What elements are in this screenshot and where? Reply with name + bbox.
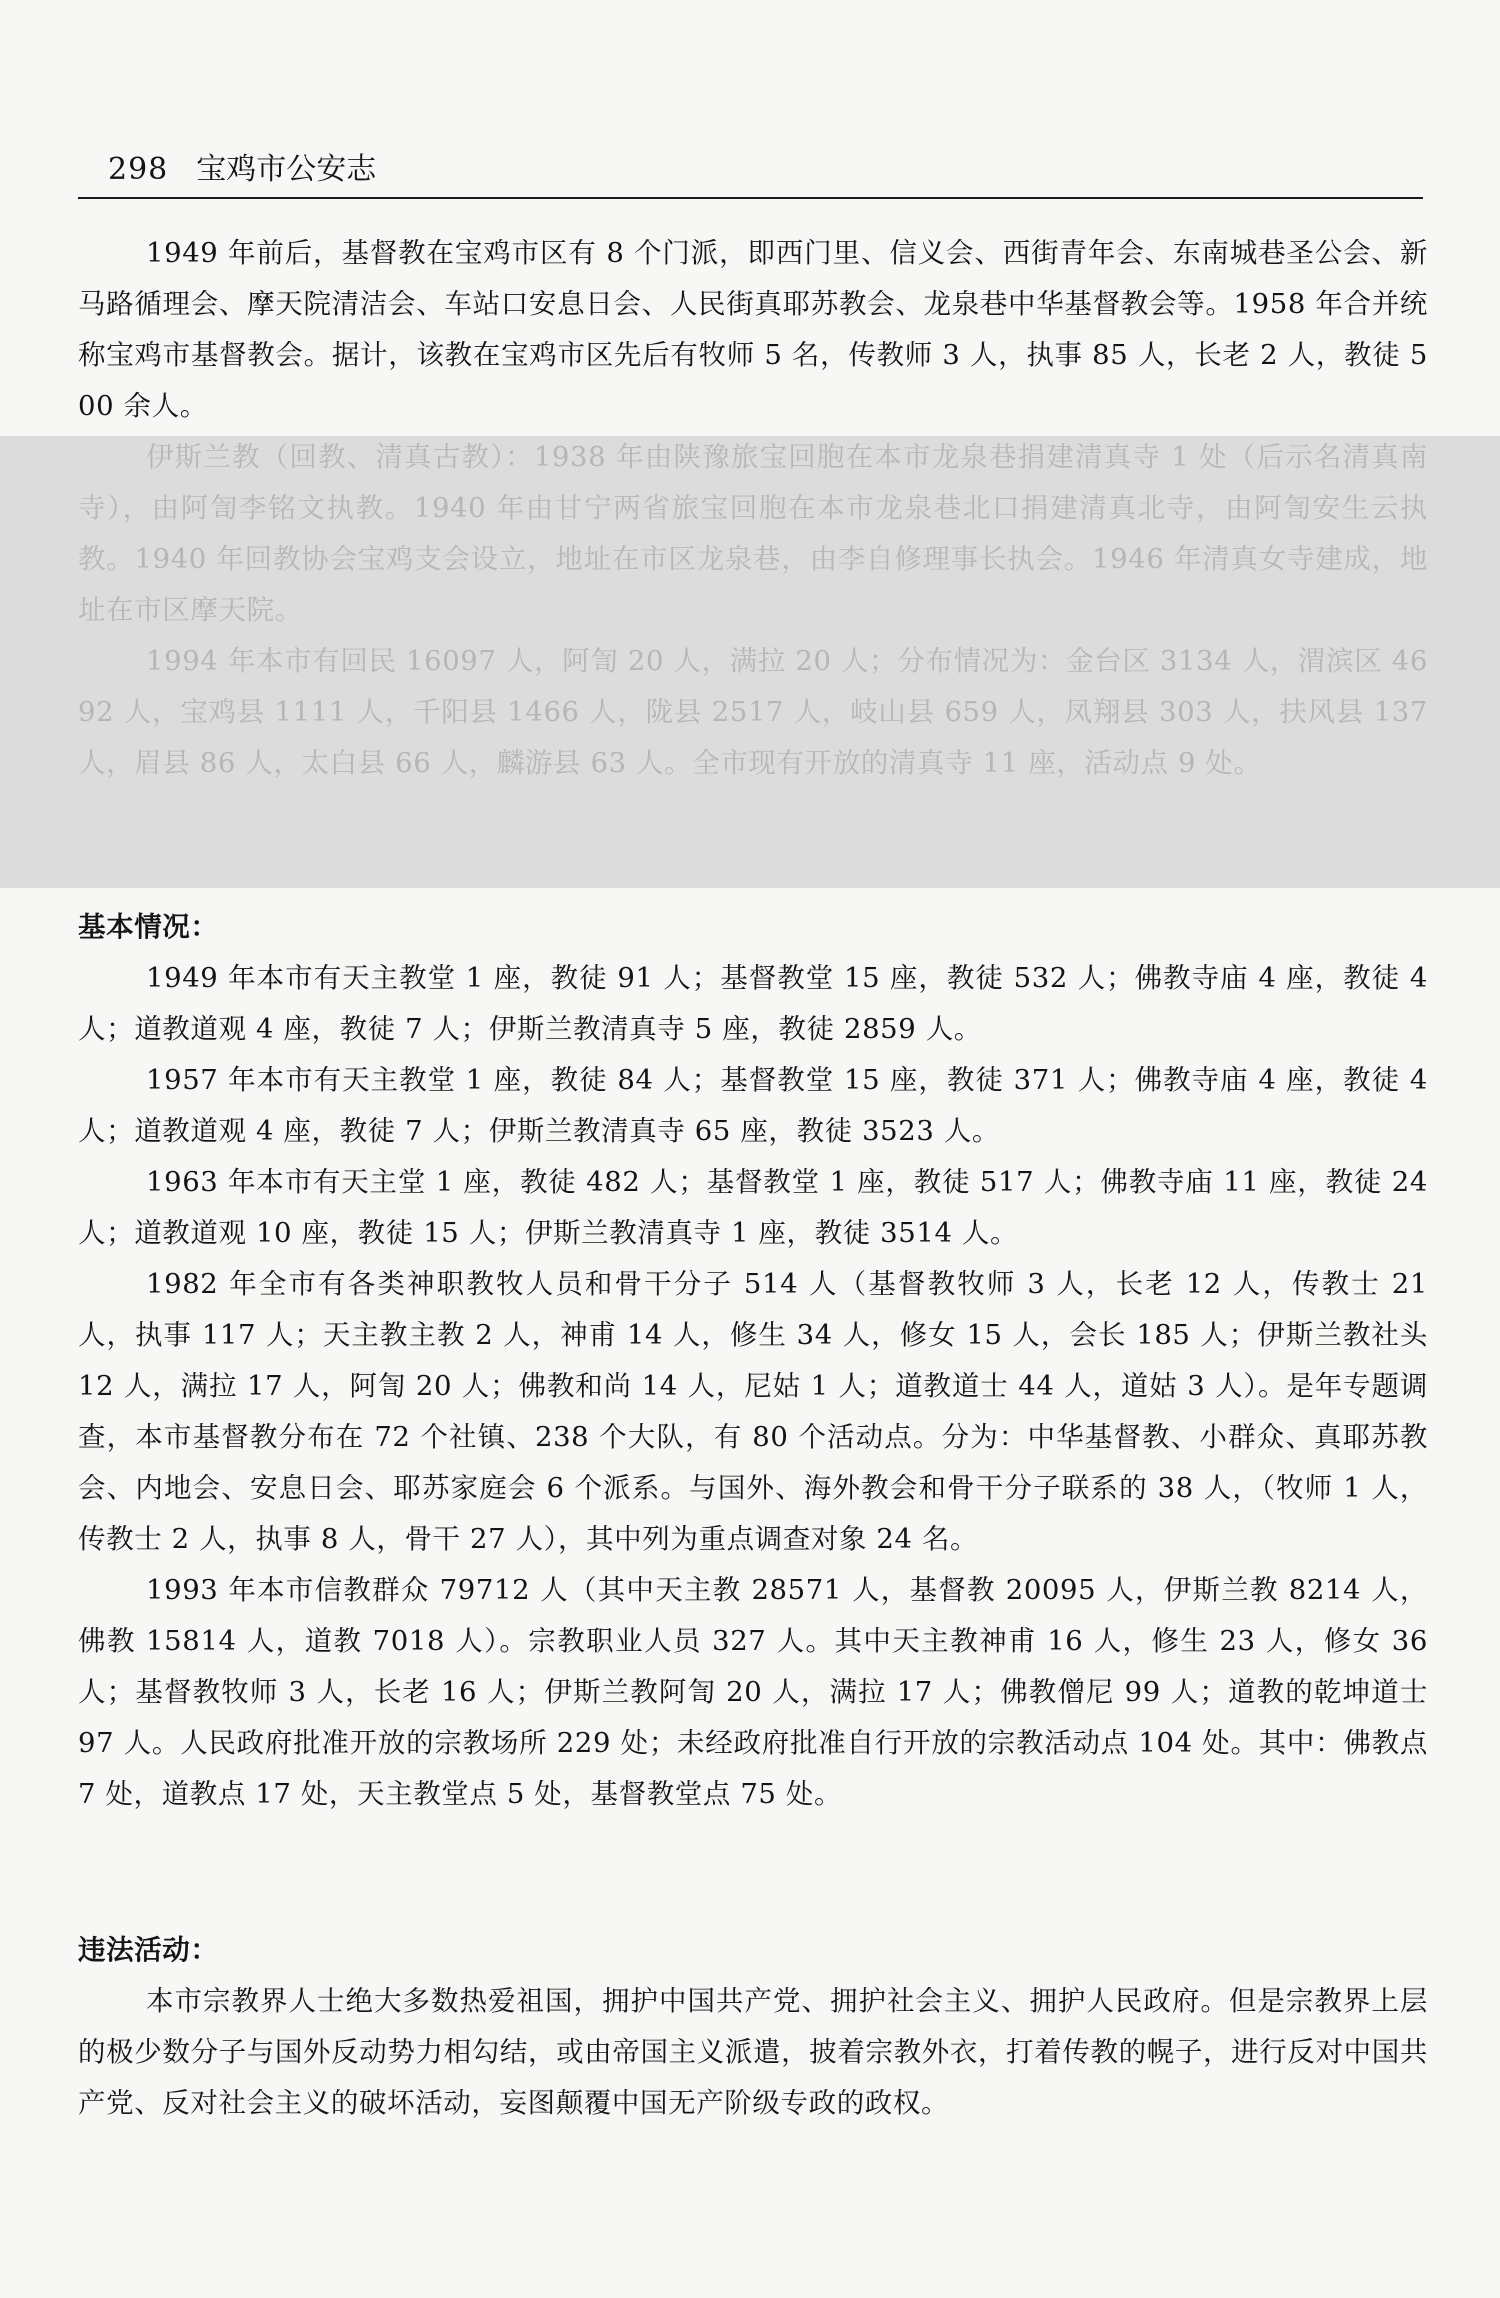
basic-situation-heading: 基本情况： xyxy=(78,911,219,943)
christianity-paragraph: 1949 年前后，基督教在宝鸡市区有 8 个门派，即西门里、信义会、西街青年会、东南城巷圣公会、新马路循理会、摩天院清洁会、车站口安息日会、人民街真耶苏教会、龙泉巷中华基督教会等。1958 年合并统称宝鸡市基督教会。据计，该教在宝鸡市区先后有牧师 5 名，传教师 3 人，执事 85 人，长老 2 人，教徒 500 余人。 xyxy=(78,237,1428,422)
basic-situation-section xyxy=(78,902,1428,1820)
basic-paragraph-1993: 1993 年本市信教群众 79712 人（其中天主教 28571 人，基督教 20095 人，伊斯兰教 8214 人，佛教 15814 人，道教 7018 人）。宗教职业人员 327 人。其中天主教神甫 16 人，修生 23 人，修女 36 人；基督教牧师 3 人，长老 16 人；伊斯兰教阿訇 20 人，满拉 17 人；佛教僧尼 99 人；道教的乾坤道士 97 人。人民政府批准开放的宗教场所 229 处；未经政府批准自行开放的宗教活动点 104 处。其中：佛教点 7 处，道教点 17 处，天主教堂点 5 处，基督教堂点 75 处。 xyxy=(78,1574,1428,1810)
illegal-activities-paragraph: 本市宗教界人士绝大多数热爱祖国，拥护中国共产党、拥护社会主义、拥护人民政府。但是宗教界上层的极少数分子与国外反动势力相勾结，或由帝国主义派遣，披着宗教外衣，打着传教的幌子，进行反对中国共产党、反对社会主义的破坏活动，妄图颠覆中国无产阶级专政的政权。 xyxy=(78,1985,1428,2119)
illegal-activities-heading: 违法活动： xyxy=(78,1934,219,1966)
basic-paragraph-1957: 1957 年本市有天主教堂 1 座，教徒 84 人；基督教堂 15 座，教徒 371 人；佛教寺庙 4 座，教徒 4 人；道教道观 4 座，教徒 7 人；伊斯兰教清真寺 65 座，教徒 3523 人。 xyxy=(78,1064,1428,1147)
islam-section-faded xyxy=(78,432,1428,789)
page-header xyxy=(108,145,376,195)
basic-paragraph-1949: 1949 年本市有天主教堂 1 座，教徒 91 人；基督教堂 15 座，教徒 532 人；佛教寺庙 4 座，教徒 4 人；道教道观 4 座，教徒 7 人；伊斯兰教清真寺 5 座，教徒 2859 人。 xyxy=(78,962,1428,1045)
illegal-activities-section xyxy=(78,1925,1428,2129)
basic-paragraph-1963: 1963 年本市有天主堂 1 座，教徒 482 人；基督教堂 1 座，教徒 517 人；佛教寺庙 11 座，教徒 24 人；道教道观 10 座，教徒 15 人；伊斯兰教清真寺 1 座，教徒 3514 人。 xyxy=(78,1166,1428,1249)
islam-history-paragraph: 伊斯兰教（回教、清真古教）：1938 年由陕豫旅宝回胞在本市龙泉巷捐建清真寺 1 处（后示名清真南寺），由阿訇李铭文执教。1940 年由甘宁两省旅宝回胞在本市龙泉巷北口捐建清真北寺，由阿訇安生云执教。1940 年回教协会宝鸡支会设立，地址在市区龙泉巷，由李自修理事长执会。1946 年清真女寺建成，地址在市区摩天院。 xyxy=(78,441,1428,626)
hui-population-paragraph: 1994 年本市有回民 16097 人，阿訇 20 人，满拉 20 人；分布情况为：金台区 3134 人，渭滨区 4692 人，宝鸡县 1111 人，千阳县 1466 人，陇县 2517 人，岐山县 659 人，凤翔县 303 人，扶风县 137 人，眉县 86 人，太白县 66 人，麟游县 63 人。全市现有开放的清真寺 11 座，活动点 9 处。 xyxy=(78,645,1428,779)
page-number: 298 xyxy=(108,152,169,187)
christianity-section xyxy=(78,228,1428,432)
header-rule xyxy=(78,197,1423,199)
book-title: 宝鸡市公安志 xyxy=(196,152,377,187)
basic-paragraph-1982: 1982 年全市有各类神职教牧人员和骨干分子 514 人（基督教牧师 3 人，长老 12 人，传教士 21 人，执事 117 人；天主教主教 2 人，神甫 14 人，修生 34 人，修女 15 人，会长 185 人；伊斯兰教社头 12 人，满拉 17 人，阿訇 20 人；佛教和尚 14 人，尼姑 1 人；道教道士 44 人，道姑 3 人）。是年专题调查，本市基督教分布在 72 个社镇、238 个大队，有 80 个活动点。分为：中华基督教、小群众、真耶苏教会、内地会、安息日会、耶苏家庭会 6 个派系。与国外、海外教会和骨干分子联系的 38 人，（牧师 1 人，传教士 2 人，执事 8 人，骨干 27 人），其中列为重点调查对象 24 名。 xyxy=(78,1268,1428,1555)
